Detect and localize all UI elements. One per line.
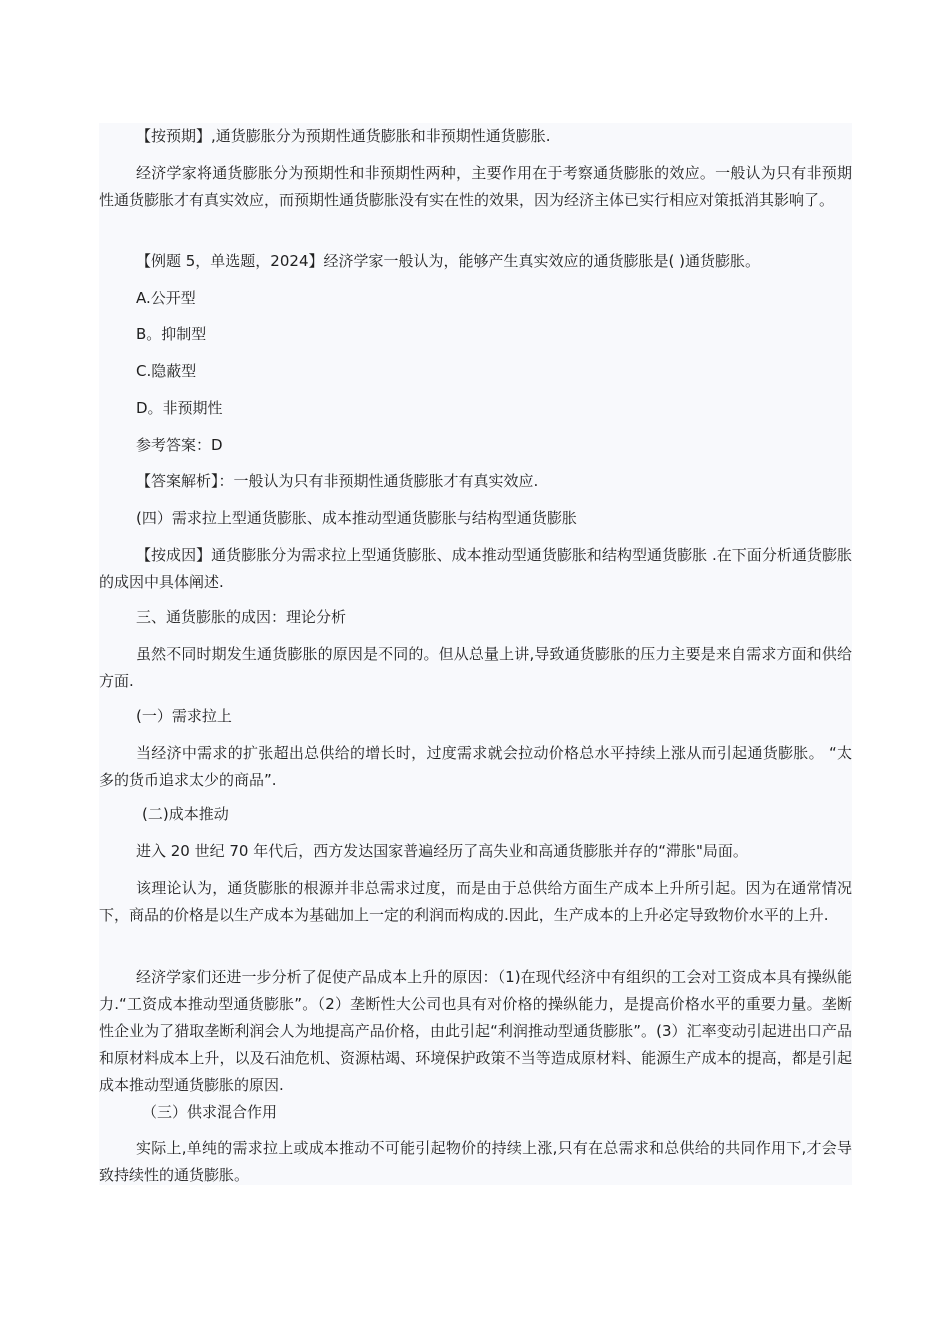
paragraph-causes-overview: 虽然不同时期发生通货膨胀的原因是不同的。但从总量上讲,导致通货膨胀的压力主要是来自需求方面和供给方面.	[99, 645, 852, 690]
option-c: C.隐蔽型	[136, 362, 197, 380]
subheading-mixed: （三）供求混合作用	[142, 1103, 278, 1121]
option-d: D。非预期性	[136, 399, 223, 417]
paragraph-by-expectation: 【按预期】,通货膨胀分为预期性通货膨胀和非预期性通货膨胀.	[136, 127, 551, 145]
subheading-demand-pull: (一）需求拉上	[136, 707, 232, 725]
example-question: 【例题 5，单选题，2024】经济学家一般认为，能够产生真实效应的通货膨胀是( )通货膨胀。	[136, 252, 760, 270]
paragraph-mixed: 实际上,单纯的需求拉上或成本推动不可能引起物价的持续上涨,只有在总需求和总供给的共同作用下,才会导致持续性的通货膨胀。	[99, 1139, 852, 1184]
reference-answer: 参考答案：D	[136, 436, 223, 454]
answer-analysis: 【答案解析】：一般认为只有非预期性通货膨胀才有真实效应.	[136, 472, 539, 490]
option-a: A.公开型	[136, 289, 196, 307]
chapter-heading-3: 三、通货膨胀的成因：理论分析	[136, 608, 347, 626]
paragraph-stagflation: 进入 20 世纪 70 年代后，西方发达国家普遍经历了高失业和高通货膨胀并存的“滞胀"局面。	[136, 842, 748, 860]
paragraph-demand-pull: 当经济中需求的扩张超出总供给的增长时，过度需求就会拉动价格总水平持续上涨从而引起通货膨胀。 “太多的货币追求太少的商品”.	[99, 744, 852, 789]
paragraph-expectation-explanation: 经济学家将通货膨胀分为预期性和非预期性两种，主要作用在于考察通货膨胀的效应。一般认为只有非预期性通货膨胀才有真实效应，而预期性通货膨胀没有实在性的效果，因为经济主体已实行相应对策抵消其影响了。	[99, 164, 852, 209]
paragraph-cost-push-causes: 经济学家们还进一步分析了促使产品成本上升的原因：（1)在现代经济中有组织的工会对工资成本具有操纵能力.“工资成本推动型通货膨胀”。（2）垄断性大公司也具有对价格的操纵能力，是提高价格水平的重要力量。垄断性企业为了猎取垄断利润会人为地提高产品价格，由此引起“利润推动型通货膨胀”。(3）汇率变动引起进出口产品和原材料成本上升，以及石油危机、资源枯竭、环境保护政策不当等造成原材料、能源生产成本的提高，都是引起成本推动型通货膨胀的原因.	[99, 968, 852, 1094]
subheading-cost-push: (二)成本推动	[142, 805, 229, 823]
paragraph-by-cause: 【按成因】通货膨胀分为需求拉上型通货膨胀、成本推动型通货膨胀和结构型通货膨胀 .在下面分析通货膨胀的成因中具体阐述.	[99, 546, 852, 591]
paragraph-cost-push-theory: 该理论认为，通货膨胀的根源并非总需求过度，而是由于总供给方面生产成本上升所引起。因为在通常情况下，商品的价格是以生产成本为基础加上一定的利润而构成的.因此，生产成本的上升必定导致物价水平的上升.	[99, 879, 852, 924]
section-heading-4: (四）需求拉上型通货膨胀、成本推动型通货膨胀与结构型通货膨胀	[136, 509, 577, 527]
option-b: B。抑制型	[136, 325, 207, 343]
document-body	[99, 123, 852, 1185]
